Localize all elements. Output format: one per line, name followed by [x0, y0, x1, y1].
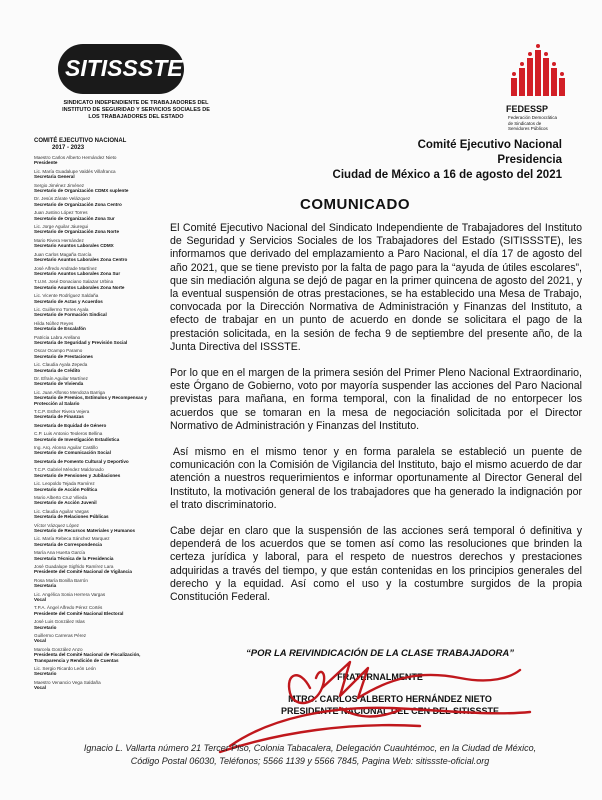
member-item — [34, 155, 164, 166]
footer-address: Ignacio L. Vallarta número 21 Tercer Piso, Colonia Tabacalera, Delegación Cuauhtémoc, en la Ciudad de México, — [83, 743, 537, 753]
member-item — [34, 550, 164, 561]
member-role: Presidente — [34, 160, 58, 166]
member-name: Lic. Claudia Aguilar Vargas — [34, 508, 89, 514]
member-name: Maestro Carlos Alberto Hernández Nieto — [34, 155, 117, 160]
fedessp-name: FEDESSP — [506, 104, 549, 114]
member-role: Secretaría de Equidad de Género — [34, 422, 107, 428]
member-name: Lic. Vicente Rodríguez Saldaña — [34, 293, 99, 299]
member-name: Lic. Sergio Ricardo León León — [34, 666, 96, 672]
member-item — [34, 183, 164, 194]
member-role: Secretaria de Escalafón — [34, 326, 86, 332]
member-name: Sergio Jiménez Jiménez — [34, 182, 85, 188]
sidebar-period: 2017 - 2023 — [52, 145, 85, 151]
member-item — [34, 279, 164, 290]
paragraph-1: El Comité Ejecutivo Nacional del Sindicato Independiente de Trabajadores del Instituto de Seguridad y Servicios Sociales de los Trabajadores del Estado (SITISSSTE), les informamos que derivado del emplazamiento a Paro Nacional, el día 17 de agosto del año 2021, que se tiene previsto por la falta de pago para la “ayuda de útiles escolares”, que sin mediación alguna se dejó de pagar en la primer quincena de agosto del 2021, y la eventual suspensión de otras prestaciones, se ha establecido una Mesa de Trabajo, convocada por la Dirección Normativa de Administración y Finanzas del Instituto, a efecto de trabajar en un punto de acuerdo en donde se solicitara el pago de la prestación solicitada, en la sesión de fecha 9 de septiembre del presente año, de la Junta Directiva del ISSSTE. — [170, 222, 582, 353]
member-name: T.C.P. Gabriel Méndez Maldonado — [34, 467, 104, 473]
member-role: Secretario de Vivienda — [34, 381, 84, 387]
committee-sidebar — [34, 138, 164, 691]
sidebar-heading: COMITÉ EJECUTIVO NACIONAL — [34, 138, 127, 144]
member-item — [34, 495, 164, 506]
header-committee: Comité Ejecutivo Nacional — [417, 139, 562, 151]
member-item — [34, 467, 164, 478]
member-role: Secretaria — [34, 583, 57, 589]
fraternally-line: FRATERNALMENTE — [337, 672, 423, 682]
member-item — [34, 362, 164, 373]
member-role: Secretario Asuntos Laborales CDMX — [34, 243, 114, 249]
member-item — [34, 409, 164, 420]
member-role: Secretaria General — [34, 174, 75, 180]
fedessp-subtitle: Federación Democrática de Sindicatos de Servidores Públicos — [508, 115, 558, 131]
member-role: Secretaria de Seguridad y Previsión Social — [34, 339, 128, 345]
member-name: Mario Rivera Hernández — [34, 237, 84, 243]
header-date: Ciudad de México a 16 de agosto del 2021 — [332, 169, 562, 181]
member-name: Lic. Claudia Ayala Zepeda — [34, 362, 88, 368]
member-name: José Alfredo Andrade Martínez — [34, 265, 97, 271]
member-item — [34, 523, 164, 534]
member-item — [34, 169, 164, 180]
header-office: Presidencia — [497, 154, 562, 166]
member-name: Lic. Leopoldo Tejada Ramírez — [34, 481, 95, 487]
member-name: Rosa María Bonilla Barrón — [34, 577, 88, 583]
paragraph-2: Por lo que en el margen de la primera sesión del Primer Pleno Nacional Extraordinario, este Órgano de Gobierno, voto por mayoría suspender las acciones del Paro Nacional previstas para mañana, en forma temporal, con la finalidad de no entorpecer los acuerdos que se tomaran en la mesa de negociación solicitada por el Director Normativo de Administración y Finanzas del Instituto. — [170, 367, 582, 432]
member-item — [34, 390, 164, 406]
member-name: Lic. Angélica Sonia Herrera Vargas — [34, 591, 106, 597]
member-name: María Ana Huerta García — [34, 550, 86, 556]
member-name: Dr. Jesús Zárate Velázquez — [34, 196, 91, 202]
member-role: Secretario de Organización Zona Norte — [34, 229, 120, 235]
sitissste-logo — [58, 44, 184, 94]
member-item — [34, 680, 164, 691]
member-role: Secretaria de Finanzas — [34, 414, 84, 420]
member-name: Guillermo Carreras Pérez — [34, 633, 87, 639]
member-role: Secretaria de Correspondencia — [34, 541, 102, 547]
member-name: Hilda Núñez Reyes — [34, 320, 74, 326]
member-item — [34, 666, 164, 677]
member-role: Vocal — [34, 597, 46, 602]
member-role: Secretario de Acción Política — [34, 486, 98, 492]
signer-title: PRESIDENTE NACIONAL DEL CEN DEL SITISSSTE — [280, 706, 500, 716]
letter-footer — [40, 742, 580, 768]
member-item — [34, 592, 164, 603]
footer-contact: Código Postal 06030, Teléfonos; 5566 1139 y 5566 7845, Pagina Web: sitissste-oficial.org — [130, 756, 490, 766]
member-name: Juan Justino López Torres — [34, 210, 88, 216]
letter-body — [170, 222, 582, 617]
member-role: Secretario de Actas y Acuerdos — [34, 298, 103, 304]
member-name: Lic. María Guadalupe Valdés Villafranca — [34, 168, 116, 174]
member-item — [34, 578, 164, 589]
member-name: Lic. Guillermo Torres Ayala — [34, 306, 89, 312]
member-name: T.P.A. Ángel Alfredo Pérez Cortés — [34, 605, 103, 611]
member-item — [34, 335, 164, 346]
member-role: Presidenta del Comité Nacional de Fiscalización, Transparencia y Rendición de Cuentas — [34, 652, 141, 663]
member-name: Ing. Arq. Alonso Aguilar Castillo — [34, 445, 98, 451]
member-role: Secretario de Organización Zona Sur — [34, 215, 115, 221]
member-name: Lic. María Rebeca Sánchez Marquez — [34, 536, 110, 542]
member-item — [34, 647, 164, 663]
member-role: Secretaria de Crédito — [34, 367, 81, 373]
member-item — [34, 509, 164, 520]
org-name: SINDICATO INDEPENDIENTE DE TRABAJADORES DEL INSTITUTO DE SEGURIDAD Y SERVICIOS SOCIALES DE LOS TRABAJADORES DEL ESTADO — [62, 100, 210, 120]
member-name: Dr. Efraín Aguilar Martínez — [34, 376, 88, 381]
paragraph-3: Así mismo en el mismo tenor y en forma paralela se estableció un puente de comunicación con la Comisión de Vigilancia del Instituto, bajo el mismo acuerdo de dar atención a nuestros requerimientos e informar oportunamente al Director General del Instituto, la motivación general de los trabajadores que ha generado la indignación por el trato discriminatorio. — [170, 446, 582, 511]
member-name: T.C.P. Esther Rivera Vejera — [34, 409, 90, 415]
member-item — [34, 293, 164, 304]
member-name: Patricia Labra Arellano — [34, 334, 81, 340]
member-item — [34, 348, 164, 359]
member-name: Lic. Jorge Aguilar Jáuregui — [34, 224, 89, 230]
member-item — [34, 321, 164, 332]
member-item — [34, 307, 164, 318]
member-item — [34, 445, 164, 456]
member-role: Secretario de Premios, Estímulos y Recompensas y Protección al Salario — [34, 395, 148, 406]
paragraph-4: Cabe dejar en claro que la suspensión de las acciones será temporal ó definitiva y dependerá de los acuerdos que se tomen así como las resoluciones que brinden la certeza jurídica y laboral, para el respeto de nuestros derechos y prestaciones adquiridas a través del tiempo, y que están contenidas en los principios generales del derecho y la equidad. Así como el uso y la costumbre surgidos de la propia Constitución Federal. — [170, 525, 582, 604]
member-item — [34, 238, 164, 249]
member-role: Vocal — [34, 685, 46, 691]
member-item — [34, 633, 164, 644]
member-role: Secretario Asuntos Laborales Zona Norte — [34, 284, 125, 290]
member-item — [34, 564, 164, 575]
member-item — [34, 196, 164, 207]
member-item — [34, 481, 164, 492]
member-name: Lic. Juan Alfonso Mendoza Barriga — [34, 389, 105, 395]
member-item — [34, 423, 164, 428]
member-item — [34, 536, 164, 547]
member-role: Secretario — [34, 624, 57, 630]
fedessp-logo-icon — [505, 40, 567, 100]
member-role: Secretario de Investigación Estadística — [34, 436, 120, 442]
member-item — [34, 431, 164, 442]
member-role: Secretario de Recursos Materiales y Humanos — [34, 527, 136, 533]
member-item — [34, 376, 164, 387]
member-name: Mario Alberto Cruz Vilieda — [34, 494, 88, 500]
member-role: Secretaria Técnica de la Presidencia — [34, 555, 114, 561]
member-role: Secretario de Acción Juvenil — [34, 500, 97, 506]
member-name: José Luis González Islas — [34, 619, 85, 625]
closing-motto: “POR LA REIVINDICACIÓN DE LA CLASE TRABAJADORA” — [246, 648, 514, 659]
member-name: Juan Carlos Magaña García — [34, 251, 92, 257]
member-name: Oscar Ocampo Paramo — [34, 348, 83, 354]
member-item — [34, 210, 164, 221]
member-role: Vocal — [34, 638, 46, 644]
member-list — [34, 155, 164, 691]
document-title: COMUNICADO — [300, 196, 410, 213]
member-role: Secretario de Comunicación Social — [34, 450, 111, 456]
member-name: Maestro Venancio Vega Saldaña — [34, 679, 101, 685]
member-name: Marcela González Anzo — [34, 646, 83, 652]
member-role: Secretario de Prestaciones — [34, 353, 93, 359]
member-item — [34, 605, 164, 616]
member-role: Presidente del Comité Nacional Electoral — [34, 610, 124, 616]
logo-wordmark: SITISSSTE — [65, 55, 183, 81]
member-name: Víctor Vázquez López — [34, 522, 79, 528]
member-role: Secretario — [34, 671, 57, 677]
member-role: Secretaria de Relaciones Públicas — [34, 514, 109, 520]
member-item — [34, 252, 164, 263]
member-role: Secretario de Pensiones y Jubilaciones — [34, 472, 121, 478]
member-item — [34, 619, 164, 630]
member-role: Secretario de Organización Zona Centro — [34, 201, 122, 207]
signer-name: MTRO. CARLOS ALBERTO HERNÁNDEZ NIETO — [288, 694, 492, 704]
member-name: C.P. Luis Antonio Teoleros Bellina — [34, 431, 103, 437]
member-role: Secretario de Formación Sindical — [34, 312, 107, 318]
member-item — [34, 266, 164, 277]
member-item — [34, 224, 164, 235]
member-role: Secretario de Organización CDMX suplente — [34, 188, 129, 194]
member-role: Secretaría de Fomento Cultural y Deportivo — [34, 458, 129, 464]
member-role: Secretario Asuntos Laborales Zona Centro — [34, 257, 128, 263]
member-role: Presidente del Comité Nacional de Vigilancia — [34, 569, 132, 575]
member-name: José Guadalupe Sigfrido Ramírez Lara — [34, 563, 114, 569]
letter-header — [333, 138, 562, 183]
member-item — [34, 459, 164, 464]
member-role: Secretario Asuntos Laborales Zona Sur — [34, 270, 121, 276]
member-name: T.U.M. José Donaciano Salazar Urbina — [34, 279, 114, 285]
